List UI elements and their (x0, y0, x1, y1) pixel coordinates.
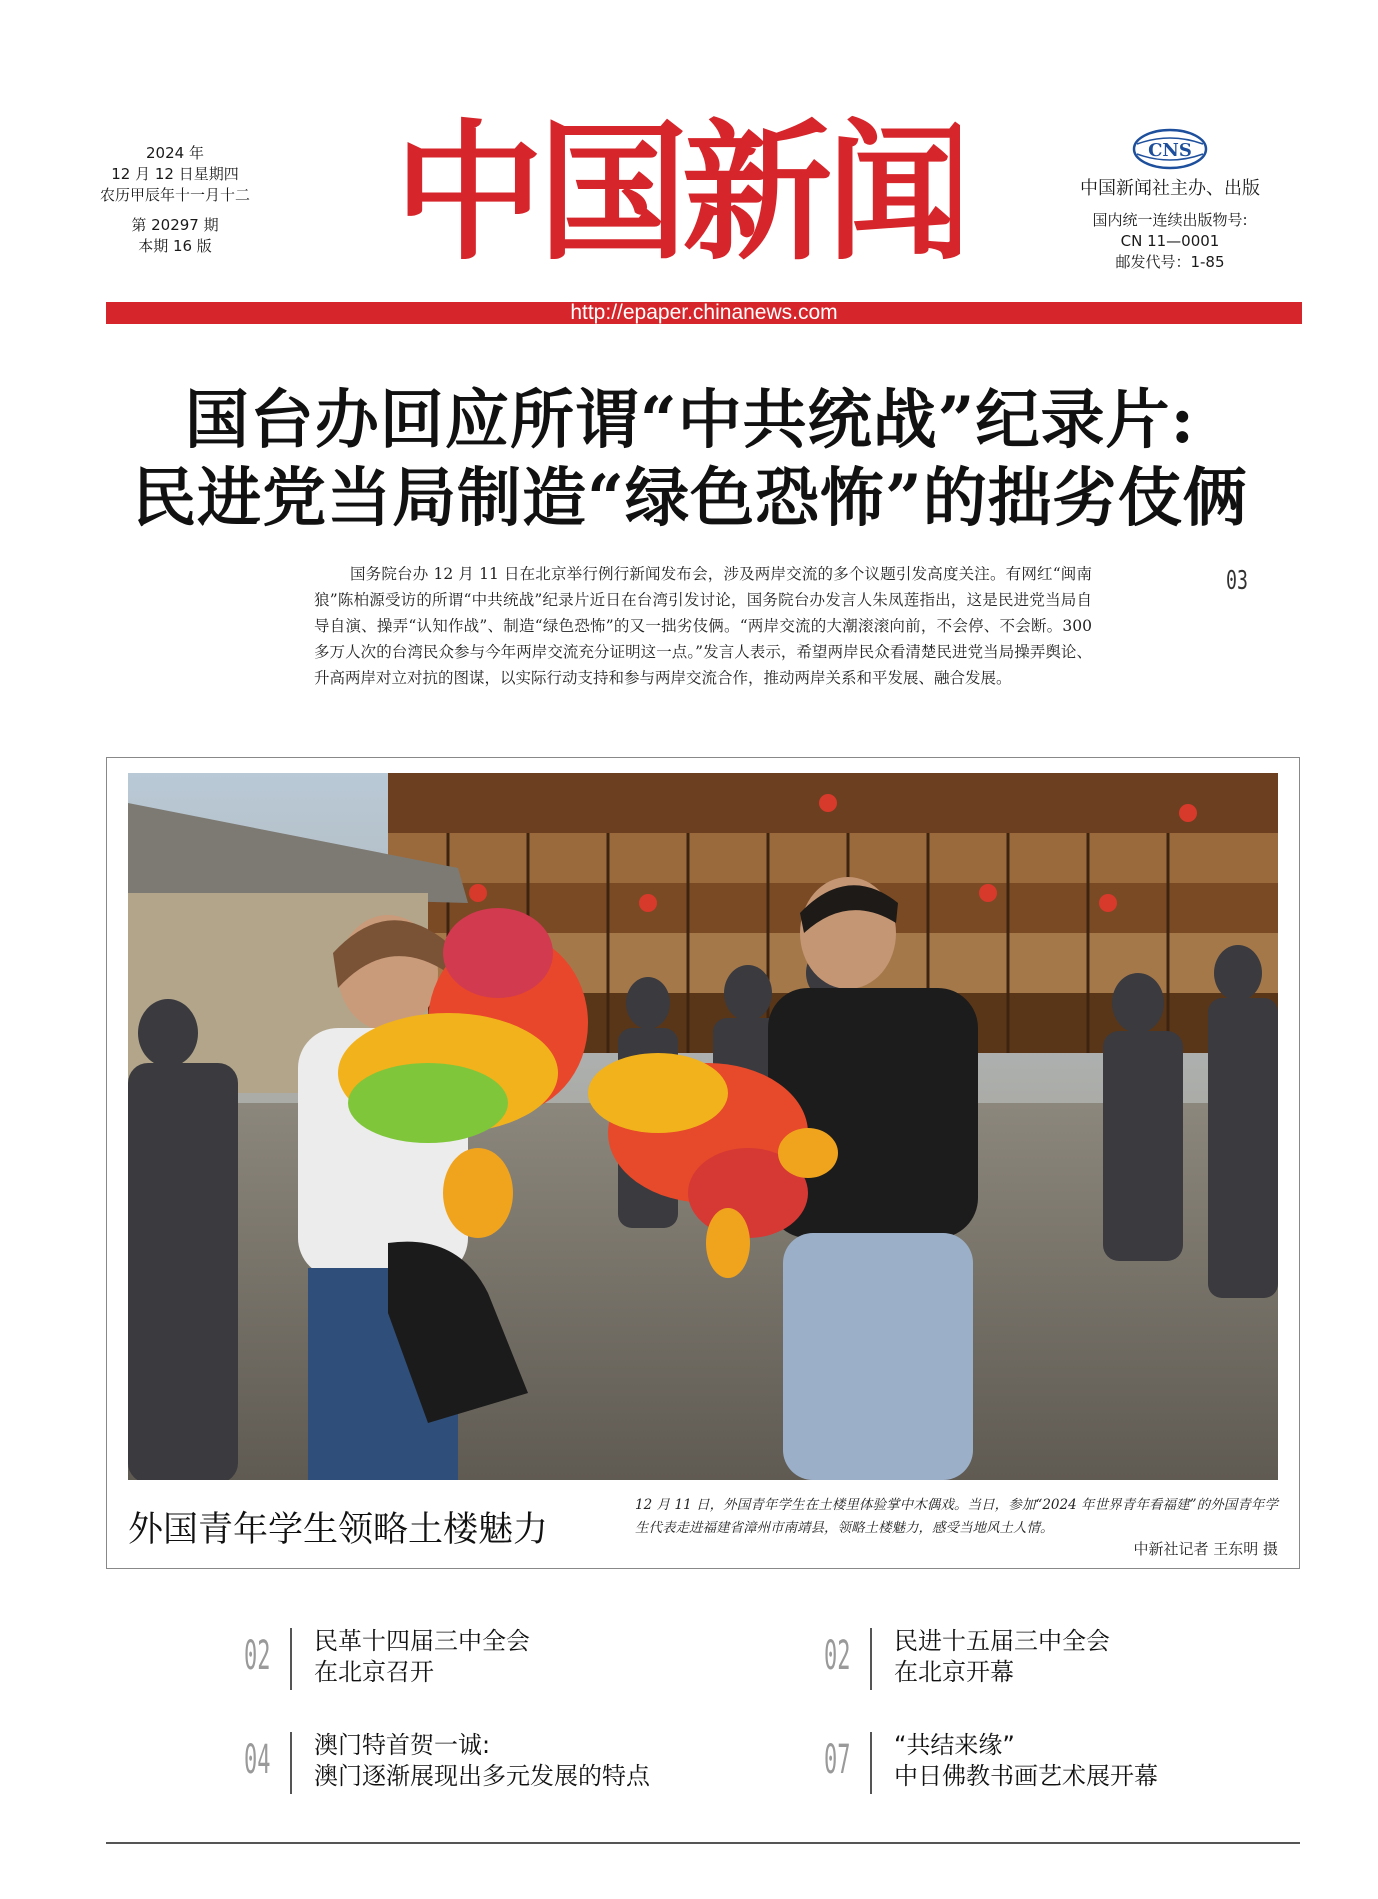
index-page-number: 04 (244, 1737, 271, 1783)
index-line-2: 在北京开幕 (894, 1658, 1014, 1686)
index-line-2: 在北京召开 (314, 1658, 434, 1686)
index-item[interactable] (244, 1626, 574, 1690)
photo-title: 外国青年学生领略土楼魅力 (128, 1510, 549, 1550)
photo-caption: 12 月 11 日，外国青年学生在土楼里体验掌中木偶戏。当日，参加“2024 年世界青年看福建”的外国青年学生代表走进福建省漳州市南靖县，领略土楼魅力，感受当地风土人情。 (635, 1497, 1278, 1536)
index-line-2: 澳门逐渐展现出多元发展的特点 (314, 1762, 650, 1790)
index-item[interactable] (824, 1626, 1224, 1690)
issue-year: 2024 年 (146, 144, 204, 162)
newspaper-title-text: 中国新闻 (405, 105, 960, 280)
index-item[interactable] (244, 1730, 664, 1794)
bottom-rule (106, 1842, 1300, 1844)
index-page-number: 07 (824, 1737, 851, 1783)
main-headline[interactable] (120, 382, 1260, 538)
headline-line-2: 民进党当局制造“绿色恐怖”的拙劣伎俩 (132, 461, 1248, 536)
index-divider (870, 1732, 872, 1794)
postal-code: 邮发代号：1-85 (1115, 253, 1225, 271)
issue-lunar-date: 农历甲辰年十一月十二 (100, 186, 251, 204)
url-bar (106, 302, 1302, 324)
newspaper-title (405, 100, 960, 280)
lead-page-reference[interactable]: 03 (1226, 566, 1248, 596)
serial-label: 国内统一连续出版物号: (1092, 211, 1248, 229)
issue-number: 第 20297 期 (131, 216, 219, 234)
index-line-1: “共结来缘” (894, 1731, 1015, 1759)
index-line-1: 民革十四届三中全会 (314, 1627, 530, 1655)
index-line-1: 澳门特首贺一诚: (314, 1731, 491, 1759)
news-photo (128, 773, 1278, 1480)
index-item[interactable] (824, 1730, 1244, 1794)
issue-date-block (100, 143, 250, 257)
publisher-name: 中国新闻社主办、出版 (1080, 178, 1260, 199)
lead-paragraph: 国务院台办 12 月 11 日在北京举行例行新闻发布会，涉及两岸交流的多个议题引发高度关注。有网红“闽南狼”陈柏源受访的所谓“中共统战”纪录片近日在台湾引发讨论，国务院台办发言人朱凤莲指出，这是民进党当局自导自演、操弄“认知作战”、制造“绿色恐怖”的又一拙劣伎俩。“两岸交流的大潮滚滚向前，不会停、不会断。300 多万人次的台湾民众参与今年两岸交流充分证明这一点。”发言人表示，希望两岸民众看清楚民进党当局操弄舆论、升高两岸对立对抗的图谋，以实际行动支持和参与两岸交流合作，推动两岸关系和平发展、融合发展。 (314, 565, 1092, 687)
publisher-block (1070, 128, 1270, 273)
index-page-number: 02 (824, 1633, 851, 1679)
epaper-url[interactable]: http://epaper.chinanews.com (570, 301, 838, 324)
headline-line-1: 国台办回应所谓“中共统战”纪录片: (184, 383, 1196, 458)
index-divider (290, 1628, 292, 1690)
issue-day: 12 月 12 日星期四 (111, 165, 239, 183)
index-page-number: 02 (244, 1633, 271, 1679)
photo-credit: 中新社记者 王东明 摄 (1133, 1540, 1278, 1558)
serial-number: CN 11—0001 (1120, 232, 1220, 250)
newspaper-title-calligraphy (405, 100, 960, 280)
index-line-1: 民进十五届三中全会 (894, 1627, 1110, 1655)
index-line-2: 中日佛教书画艺术展开幕 (894, 1762, 1158, 1790)
cns-logo-text: CNS (1148, 140, 1192, 161)
index-divider (870, 1628, 872, 1690)
index-divider (290, 1732, 292, 1794)
cns-logo-icon (1131, 128, 1209, 170)
news-photo-illustration (128, 773, 1278, 1480)
issue-page-count: 本期 16 版 (138, 237, 212, 255)
